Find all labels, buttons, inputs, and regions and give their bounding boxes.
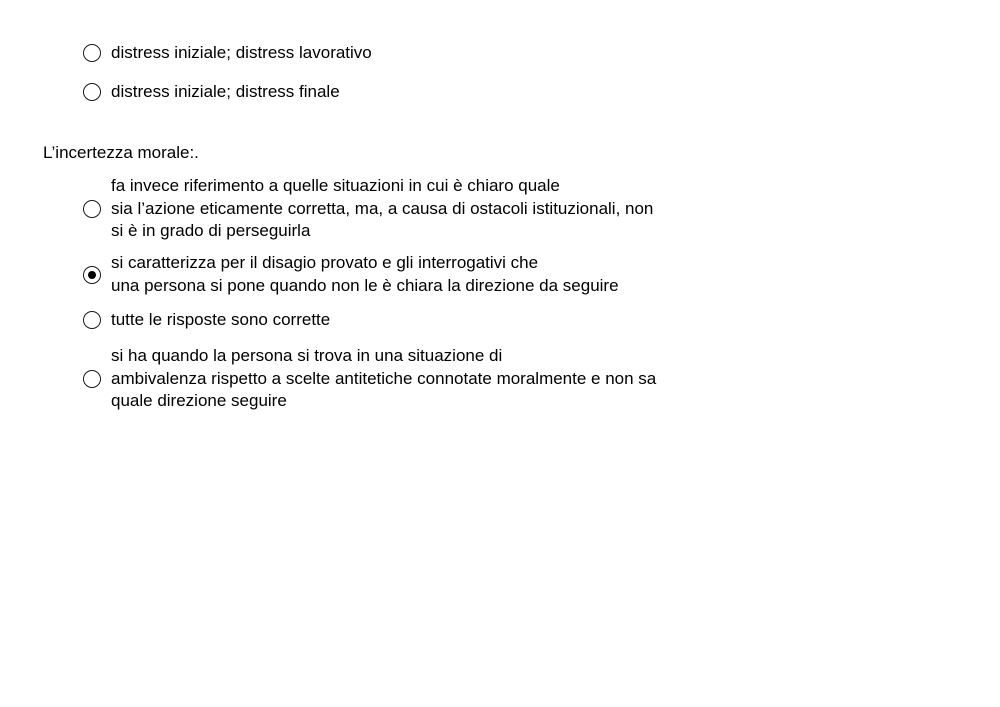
option-label: si caratterizza per il disagio provato e gli interrogativi che una persona si pone quando non le è chiara la direzione da seguire bbox=[111, 253, 619, 295]
option-1[interactable] bbox=[83, 175, 653, 243]
radio-button-selected[interactable] bbox=[83, 266, 101, 284]
option-2[interactable] bbox=[83, 252, 619, 297]
option-label: distress iniziale; distress lavorativo bbox=[111, 43, 372, 62]
radio-button[interactable] bbox=[83, 83, 101, 101]
option-distress-finale[interactable] bbox=[83, 81, 340, 104]
radio-button[interactable] bbox=[83, 370, 101, 388]
option-label: tutte le risposte sono corrette bbox=[111, 310, 331, 329]
option-4[interactable] bbox=[83, 345, 656, 413]
option-3[interactable] bbox=[83, 309, 330, 332]
option-label: distress iniziale; distress finale bbox=[111, 82, 340, 101]
radio-button[interactable] bbox=[83, 44, 101, 62]
radio-button[interactable] bbox=[83, 311, 101, 329]
option-label: fa invece riferimento a quelle situazioni in cui è chiaro quale sia l’azione eticamente corretta, ma, a causa di ostacoli istituzionali, non si è in grado di perseguirla bbox=[111, 176, 654, 240]
question-text: L’incertezza morale:. bbox=[43, 143, 199, 162]
radio-button[interactable] bbox=[83, 200, 101, 218]
option-label: si ha quando la persona si trova in una situazione di ambivalenza rispetto a scelte antitetiche connotate moralmente e non sa quale direzione seguire bbox=[111, 346, 657, 410]
option-distress-lavorativo[interactable] bbox=[83, 42, 372, 65]
